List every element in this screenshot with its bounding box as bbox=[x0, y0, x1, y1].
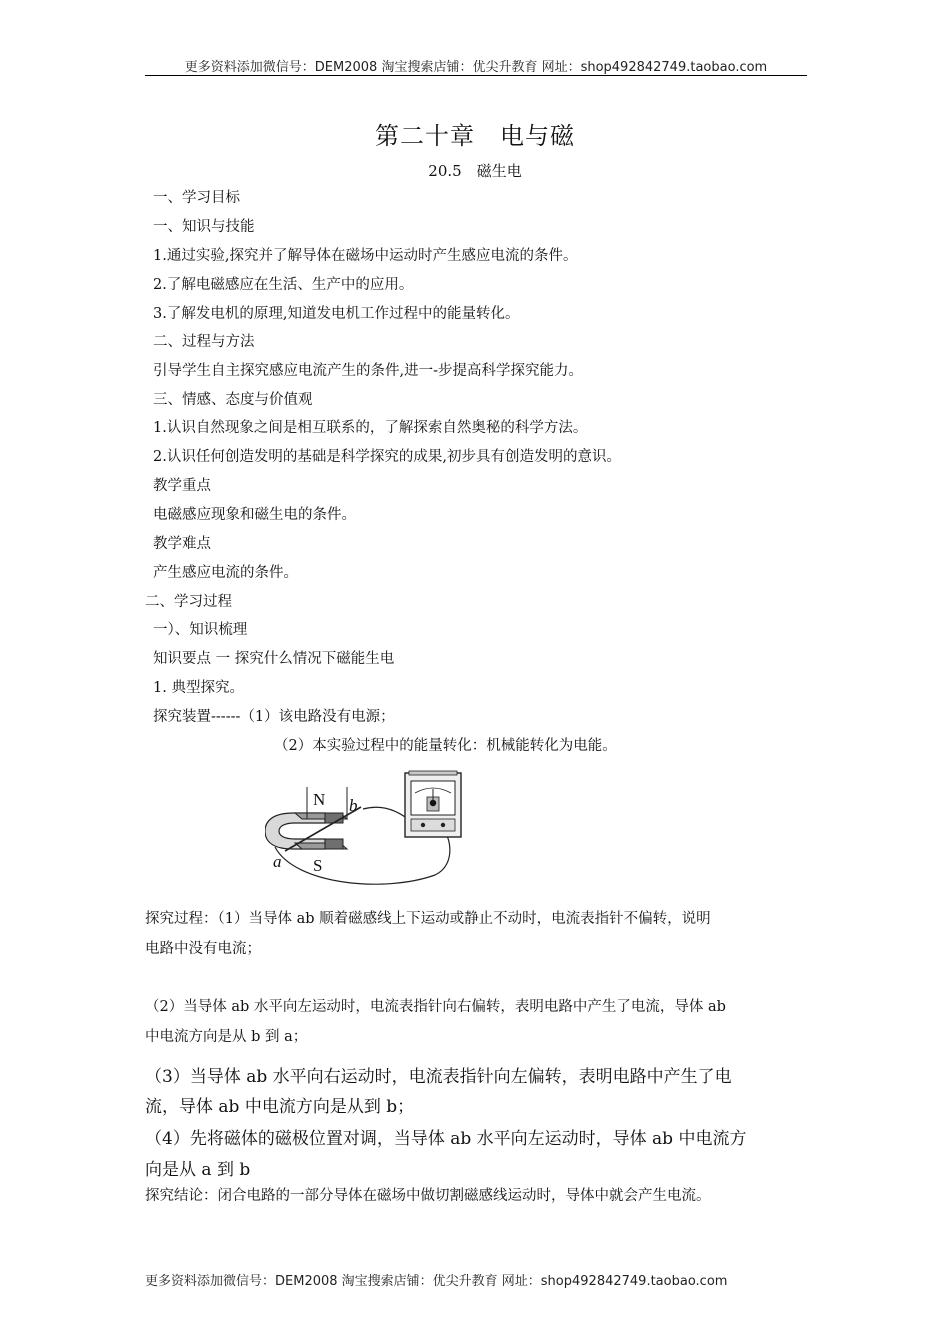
difficulty-heading: 教学难点 bbox=[153, 536, 211, 552]
attitude-heading: 三、情感、态度与价值观 bbox=[153, 392, 313, 408]
difficulty-text: 产生感应电流的条件。 bbox=[153, 565, 298, 581]
observation-3-line-1: （3）当导体 ab 水平向右运动时，电流表指针向左偏转，表明电路中产生了电 bbox=[145, 1067, 732, 1087]
observation-2-line-2: 中电流方向是从 b 到 a； bbox=[145, 1029, 308, 1045]
observation-1-line-2: 电路中没有电流； bbox=[145, 941, 261, 957]
label-S: S bbox=[313, 856, 323, 875]
label-a: a bbox=[273, 852, 282, 871]
knowledge-review-heading: 一）、知识梳理 bbox=[153, 622, 248, 638]
apparatus-line-1: 探究装置------（1）该电路没有电源； bbox=[153, 709, 395, 725]
knowledge-item-2: 2.了解电磁感应在生活、生产中的应用。 bbox=[153, 277, 414, 293]
attitude-item-1: 1.认识自然现象之间是相互联系的，了解探索自然奥秘的科学方法。 bbox=[153, 420, 588, 436]
typical-inquiry: 1. 典型探究。 bbox=[153, 680, 244, 696]
horseshoe-magnet bbox=[265, 813, 347, 849]
attitude-item-2: 2.认识任何创造发明的基础是科学探究的成果,初步具有创造发明的意识。 bbox=[153, 449, 621, 465]
page-header: 更多资料添加微信号：DEM2008 淘宝搜索店铺：优尖升教育 网址：shop492842749.taobao.com bbox=[184, 60, 768, 75]
knowledge-heading: 一、知识与技能 bbox=[153, 219, 255, 235]
observation-1-line-1: 探究过程：（1）当导体 ab 顺着磁感线上下运动或静止不动时，电流表指针不偏转，说明 bbox=[145, 911, 711, 927]
section-title: 20.5 磁生电 bbox=[428, 162, 522, 180]
observation-4-line-1: （4）先将磁体的磁极位置对调，当导体 ab 水平向左运动时，导体 ab 中电流方 bbox=[145, 1129, 747, 1149]
knowledge-item-3: 3.了解发电机的原理,知道发电机工作过程中的能量转化。 bbox=[153, 306, 520, 322]
observation-2-line-1: （2）当导体 ab 水平向左运动时，电流表指针向右偏转，表明电路中产生了电流，导体 ab bbox=[145, 999, 726, 1015]
knowledge-point: 知识要点 一 探究什么情况下磁能生电 bbox=[153, 651, 395, 667]
page-footer: 更多资料添加微信号：DEM2008 淘宝搜索店铺：优尖升教育 网址：shop492842749.taobao.com bbox=[145, 1274, 728, 1289]
observation-3-line-2: 流，导体 ab 中电流方向是从到 b； bbox=[145, 1097, 415, 1117]
key-point-text: 电磁感应现象和磁生电的条件。 bbox=[153, 507, 356, 523]
process-method-text: 引导学生自主探究感应电流产生的条件,进一-步提高科学探究能力。 bbox=[153, 363, 584, 379]
observation-4-line-2: 向是从 a 到 b bbox=[145, 1160, 251, 1180]
galvanometer bbox=[405, 771, 461, 837]
objectives-heading: 一、学习目标 bbox=[153, 190, 240, 206]
knowledge-item-1: 1.通过实验,探究并了解导体在磁场中运动时产生感应电流的条件。 bbox=[153, 248, 578, 264]
label-N: N bbox=[313, 790, 326, 809]
process-method-heading: 二、过程与方法 bbox=[153, 334, 255, 350]
label-b: b bbox=[349, 796, 358, 815]
chapter-title: 第二十章 电与磁 bbox=[375, 122, 575, 150]
key-point-heading: 教学重点 bbox=[153, 478, 211, 494]
header-rule bbox=[145, 75, 807, 76]
experiment-diagram bbox=[265, 767, 467, 891]
apparatus-line-2: （2）本实验过程中的能量转化：机械能转化为电能。 bbox=[274, 738, 617, 754]
inquiry-conclusion: 探究结论：闭合电路的一部分导体在磁场中做切割磁感线运动时，导体中就会产生电流。 bbox=[145, 1188, 711, 1204]
learning-process-heading: 二、学习过程 bbox=[145, 594, 232, 610]
